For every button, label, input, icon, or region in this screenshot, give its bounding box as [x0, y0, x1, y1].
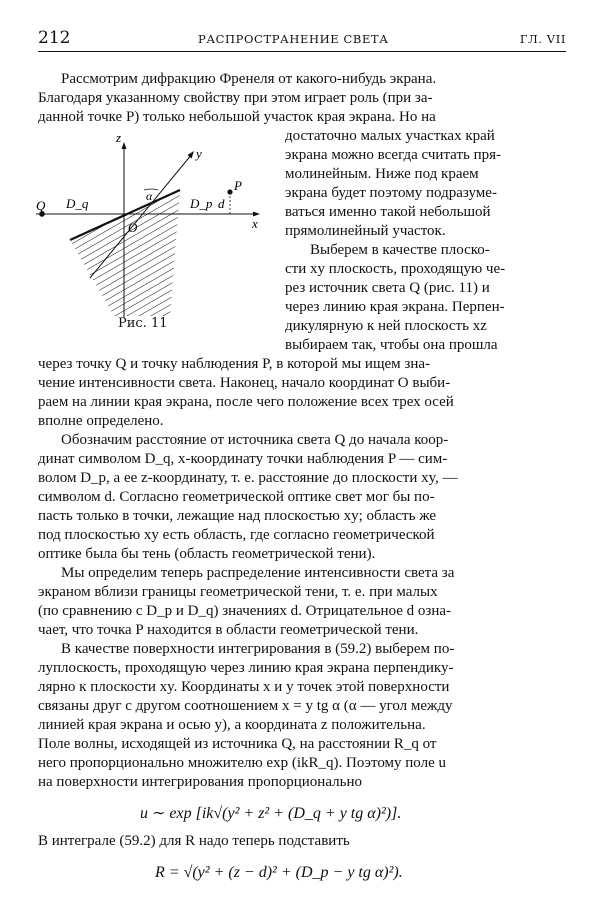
text-line: Благодаря указанному свойству при этом играет роль (при за- [38, 90, 433, 106]
label-y: y [196, 146, 202, 161]
text-line: пасть только в точки, лежащие над плоскостью xy; область же [38, 508, 437, 524]
text-line: линией края экрана и осью y), а координата z положительна. [38, 717, 426, 733]
label-O: O [128, 220, 138, 235]
text-line: раем на линии края экрана, после чего положение всех трех осей [38, 394, 454, 410]
text-line: через точку Q и точку наблюдения P, в которой мы ищем зна- [38, 356, 430, 372]
text-line: динат символом D_q, x-координату точки наблюдения P — сим- [38, 451, 448, 467]
page-number: 212 [38, 28, 71, 48]
text-line: рез источник света Q (рис. 11) и [285, 280, 490, 296]
text-line: него пропорционально множителю exp (ikR_q). Поэтому поле u [38, 755, 446, 771]
figure-11 [32, 128, 272, 328]
figure-caption: Рис. 11 [118, 316, 168, 331]
label-alpha: α [146, 189, 153, 203]
text-line: лярно к плоскости xy. Координаты x и y точек этой поверхности [38, 679, 450, 695]
text-line: В интеграле (59.2) для R надо теперь подставить [38, 833, 350, 849]
text-line: чает, что точка P находится в области геометрической тени. [38, 622, 419, 638]
text-line: Мы определим теперь распределение интенсивности света за [61, 565, 455, 581]
text-line: на поверхности интегрирования пропорционально [38, 774, 362, 790]
label-P: P [234, 178, 242, 193]
label-Dq: D_q [66, 196, 89, 211]
label-z: z [116, 130, 122, 145]
chapter-label: ГЛ. VII [519, 32, 566, 46]
text-line: ваться именно такой небольшой [285, 204, 491, 220]
text-line: прямолинейный участок. [285, 223, 446, 239]
text-line: экрана будет поэтому подразуме- [285, 185, 497, 201]
running-header [38, 28, 566, 50]
text-line: Рассмотрим дифракцию Френеля от какого-нибудь экрана. [61, 71, 437, 87]
label-Dp: D_p [190, 196, 213, 211]
text-line: символом d. Согласно геометрической оптике свет мог бы по- [38, 489, 435, 505]
text-line: В качестве поверхности интегрирования в (59.2) выберем по- [61, 641, 455, 657]
text-line: волом D_p, а ее z-координату, т. е. расстояние до плоскости xy, — [38, 470, 458, 486]
text-line: вполне определено. [38, 413, 164, 429]
label-x: x [252, 216, 258, 231]
text-line: Обозначим расстояние от источника света Q до начала коор- [61, 432, 449, 448]
header-rule [38, 51, 566, 52]
formula-R: R = √(y² + (z − d)² + (D_p − y tg α)²). [155, 864, 403, 881]
text-line: выбираем так, чтобы она прошла [285, 337, 498, 353]
text-line: экраном вблизи границы геометрической тени, т. е. при малых [38, 584, 438, 600]
text-line: (по сравнению с D_p и D_q) значениях d. Отрицательное d озна- [38, 603, 452, 619]
text-line: Поле волны, исходящей из источника Q, на расстоянии R_q от [38, 736, 437, 752]
y-axis-arrow [188, 151, 195, 159]
point-P [227, 189, 232, 194]
text-line: луплоскость, проходящую через линию края экрана перпендику- [38, 660, 454, 676]
text-line: под плоскостью xy есть область, где согласно геометрической [38, 527, 435, 543]
formula-u: u ∼ exp [ik√(y² + z² + (D_q + y tg α)²)]. [140, 805, 402, 822]
text-line: связаны друг с другом соотношением x = y tg α (α — угол между [38, 698, 453, 714]
running-title: РАСПРОСТРАНЕНИЕ СВЕТА [198, 32, 389, 46]
text-line: чение интенсивности света. Наконец, начало координат O выби- [38, 375, 451, 391]
text-line: данной точке P) только небольшой участок края экрана. Но на [38, 109, 436, 125]
text-line: достаточно малых участках край [285, 128, 495, 144]
text-line: дикулярную к ней плоскость xz [285, 318, 487, 334]
text-line: экрана можно всегда считать пря- [285, 147, 502, 163]
text-line: через линию края экрана. Перпен- [285, 299, 505, 315]
text-line: Выберем в качестве плоско- [310, 242, 490, 258]
text-line: сти xy плоскость, проходящую че- [285, 261, 506, 277]
text-line: молинейным. Ниже под краем [285, 166, 479, 182]
label-Q: Q [36, 198, 46, 213]
z-axis-arrow [122, 142, 127, 149]
label-d: d [218, 196, 225, 211]
text-line: оптике была бы тень (область геометрической тени). [38, 546, 376, 562]
